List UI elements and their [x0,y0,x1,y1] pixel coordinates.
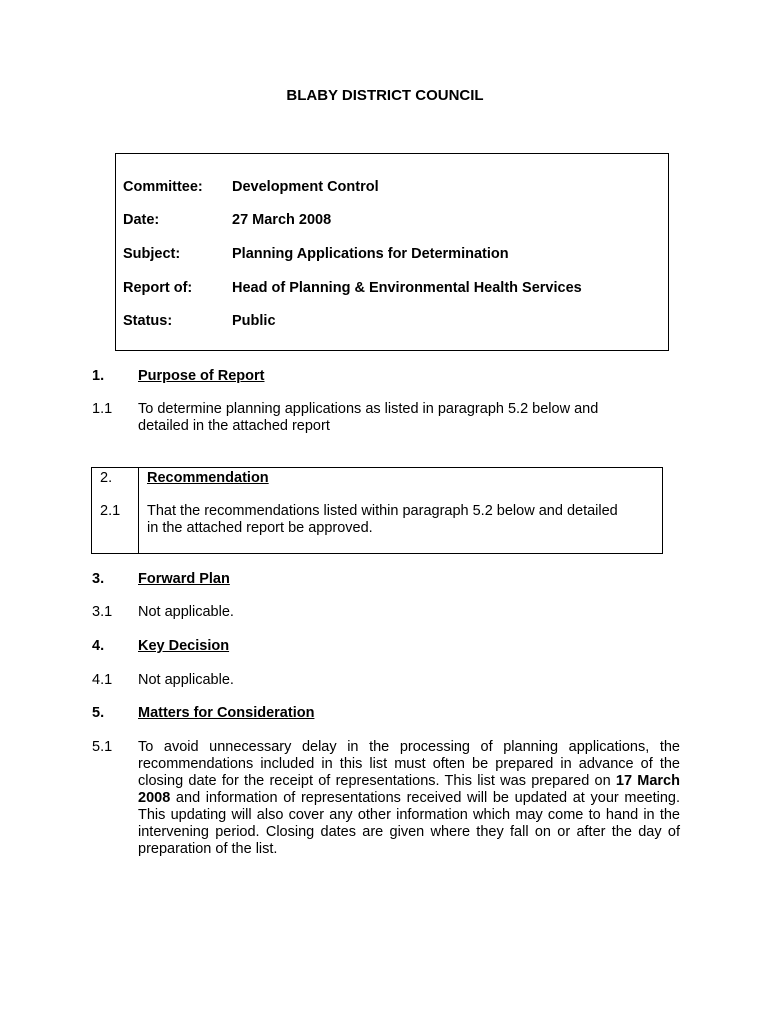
status-value: Public [232,313,276,329]
section-5-number: 5. [92,705,105,721]
para-1-1-line-2: detailed in the attached report [138,418,330,434]
para-5-1-number: 5.1 [92,739,113,755]
para-5-1-part-1: To avoid unnecessary delay in the processing of planning applications, the recommendations included in this list must often be prepared in advance of the closing date for the receipt of representations. This list was prepared on [138,739,680,789]
date-value: 27 March 2008 [232,212,332,228]
document-title: BLABY DISTRICT COUNCIL [286,87,484,104]
section-3-heading: Forward Plan [138,571,230,587]
status-label: Status: [123,313,173,329]
subject-value: Planning Applications for Determination [232,246,509,262]
para-2-1-line-1: That the recommendations listed within paragraph 5.2 below and detailed [147,503,618,519]
para-4-1-text: Not applicable. [138,672,234,688]
section-1-number: 1. [92,368,105,384]
para-5-1-date: 17 March 2008 [138,773,680,806]
para-3-1-number: 3.1 [92,604,113,620]
report-info-box [115,153,669,351]
para-1-1-text [138,401,680,435]
para-2-1-number: 2.1 [100,503,121,519]
subject-label: Subject: [123,246,181,262]
committee-value: Development Control [232,179,379,195]
para-2-1-line-2: in the attached report be approved. [147,520,373,536]
committee-label: Committee: [123,179,203,195]
para-4-1-number: 4.1 [92,672,113,688]
para-1-1-number: 1.1 [92,401,113,417]
date-label: Date: [123,212,160,228]
section-2-heading: Recommendation [147,470,269,486]
section-2-number: 2. [100,470,113,486]
section-4-heading: Key Decision [138,638,230,654]
para-5-1-text [138,739,680,858]
section-5-heading: Matters for Consideration [138,705,315,721]
para-5-1-part-2: and information of representations received will be updated at your meeting. This updating will also cover any other information which may come to hand in the intervening period. Closing dates are given where they fall on or after the day of preparation of the list. [138,790,680,857]
para-2-1-text [147,503,655,537]
para-3-1-text: Not applicable. [138,604,234,620]
section-1-heading: Purpose of Report [138,368,265,384]
section-3-number: 3. [92,571,105,587]
report-of-value: Head of Planning & Environmental Health Services [232,280,582,296]
recommendation-box-divider [138,468,139,553]
para-1-1-line-1: To determine planning applications as listed in paragraph 5.2 below and [138,401,599,417]
report-of-label: Report of: [123,280,193,296]
recommendation-box [91,467,663,554]
section-4-number: 4. [92,638,105,654]
